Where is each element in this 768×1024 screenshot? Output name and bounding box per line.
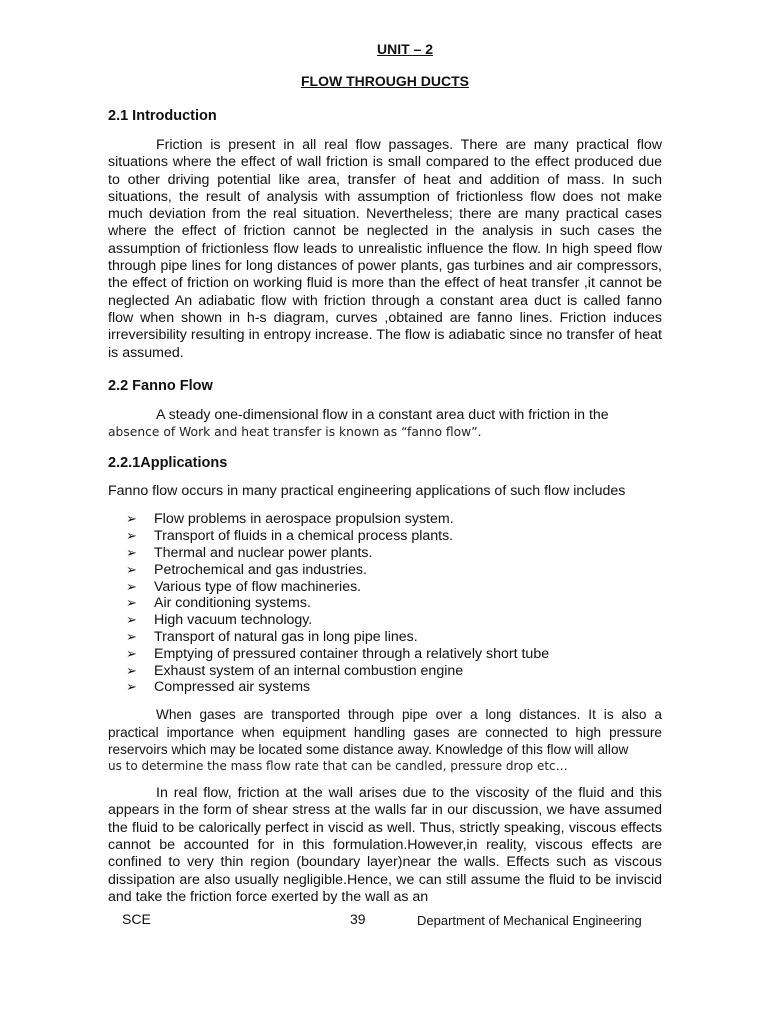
arrow-bullet-icon: ➢ bbox=[126, 662, 137, 678]
list-item bbox=[126, 528, 662, 545]
arrow-bullet-icon: ➢ bbox=[126, 545, 137, 561]
list-item bbox=[126, 579, 662, 596]
list-item-text: Compressed air systems bbox=[154, 679, 311, 696]
section-heading-fanno-flow: 2.2 Fanno Flow bbox=[108, 377, 213, 394]
list-item-text: Air conditioning systems. bbox=[154, 595, 311, 612]
list-item bbox=[126, 545, 662, 562]
page-title: FLOW THROUGH DUCTS bbox=[301, 73, 469, 89]
list-item-text: Transport of natural gas in long pipe lines. bbox=[154, 629, 418, 646]
list-item bbox=[126, 595, 662, 612]
footer-department: Department of Mechanical Engineering bbox=[417, 913, 642, 928]
applications-list bbox=[108, 511, 662, 696]
arrow-bullet-icon: ➢ bbox=[126, 629, 137, 645]
list-item bbox=[126, 679, 662, 696]
arrow-bullet-icon: ➢ bbox=[126, 612, 137, 628]
arrow-bullet-icon: ➢ bbox=[126, 679, 137, 695]
arrow-bullet-icon: ➢ bbox=[126, 595, 137, 611]
list-item bbox=[126, 562, 662, 579]
list-item-text: Petrochemical and gas industries. bbox=[154, 561, 367, 578]
list-item-text: Thermal and nuclear power plants. bbox=[154, 545, 373, 562]
list-item-text: Flow problems in aerospace propulsion system. bbox=[154, 511, 454, 528]
real-flow-paragraph: In real flow, friction at the wall arises due to the viscosity of the fluid and this appears in the form of shear stress at the walls far in our discussion, we have assumed the fluid to be calorically perfect in viscid as well. Thus, strictly speaking, viscous effects cannot be accounted for in this formulation.However,in reality, viscous effects are confined to very thin region (boundary layer)near the walls. Effects such as viscous dissipation are also usually negligible.Hence, we can still assume the fluid to be inviscid and take the friction force exerted by the wall as an bbox=[108, 785, 662, 905]
list-item-text: Exhaust system of an internal combustion engine bbox=[154, 662, 464, 679]
section-heading-introduction: 2.1 Introduction bbox=[108, 108, 217, 124]
list-item bbox=[126, 663, 662, 680]
arrow-bullet-icon: ➢ bbox=[126, 645, 137, 661]
list-item-text: Emptying of pressured container through a relatively short tube bbox=[154, 645, 550, 662]
list-item-text: Transport of fluids in a chemical process plants. bbox=[154, 528, 454, 545]
page-footer bbox=[0, 911, 768, 931]
arrow-bullet-icon: ➢ bbox=[126, 528, 137, 544]
list-item bbox=[126, 612, 662, 629]
transport-paragraph: When gases are transported through pipe over a long distances. It is also a practical importance when equipment handling gases are connected to high pressure reservoirs which may be located some distance away. Knowledge of this flow will allow bbox=[108, 707, 662, 757]
footer-institution: SCE bbox=[122, 911, 151, 927]
list-item bbox=[126, 511, 662, 528]
unit-heading: UNIT – 2 bbox=[376, 41, 433, 57]
list-item-text: High vacuum technology. bbox=[154, 612, 313, 629]
fanno-flow-paragraph-continued: absence of Work and heat transfer is known as “fanno flow”. bbox=[108, 425, 482, 440]
page-number: 39 bbox=[350, 911, 366, 927]
fanno-flow-paragraph: A steady one-dimensional flow in a constant area duct with friction in the bbox=[156, 406, 609, 423]
arrow-bullet-icon: ➢ bbox=[126, 561, 137, 577]
arrow-bullet-icon: ➢ bbox=[126, 578, 137, 594]
list-item-text: Various type of flow machineries. bbox=[154, 578, 362, 595]
transport-paragraph-continued: us to determine the mass flow rate that can be candled, pressure drop etc… bbox=[108, 759, 568, 774]
section-heading-applications: 2.2.1Applications bbox=[108, 455, 228, 472]
list-item bbox=[126, 629, 662, 646]
arrow-bullet-icon: ➢ bbox=[126, 511, 137, 527]
list-item bbox=[126, 646, 662, 663]
applications-intro: Fanno flow occurs in many practical engineering applications of such flow includes bbox=[108, 483, 626, 500]
document-page bbox=[108, 40, 662, 906]
introduction-paragraph: Friction is present in all real flow passages. There are many practical flow situations where the effect of wall friction is small compared to the effect produced due to other driving potential like area, transfer of heat and addition of mass. In such situations, the result of analysis with assumption of frictionless flow does not make much deviation from the real situation. Nevertheless; there are many practical cases where the effect of friction cannot be neglected in the analysis in such cases the assumption of frictionless flow leads to unrealistic influence the flow. In high speed flow through pipe lines for long distances of power plants, gas turbines and air compressors, the effect of friction on working fluid is more than the effect of heat transfer ,it cannot be neglected An adiabatic flow with friction through a constant area duct is called fanno flow when shown in h-s diagram, curves ,obtained are fanno lines. Friction induces irreversibility resulting in entropy increase. The flow is adiabatic since no transfer of heat is assumed. bbox=[108, 137, 662, 361]
